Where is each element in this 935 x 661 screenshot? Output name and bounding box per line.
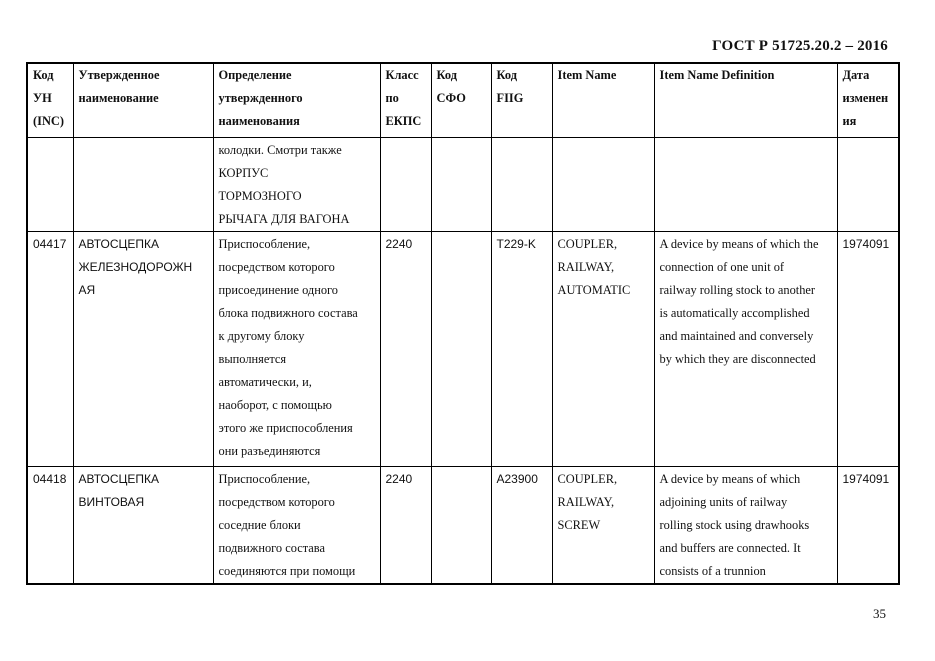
cell-fiig bbox=[491, 231, 552, 466]
cell-text-line: RAILWAY, bbox=[557, 494, 615, 509]
cell-text-line: T229-K bbox=[496, 236, 536, 251]
cell-item-definition bbox=[654, 137, 837, 231]
cell-text-line: соседние блоки bbox=[218, 517, 301, 532]
header-fiig: Код FIIG bbox=[491, 63, 552, 137]
cell-item-definition bbox=[654, 231, 837, 466]
cell-text-line: A device by means of which the bbox=[659, 236, 819, 251]
cell-text-line: КОРПУС bbox=[218, 165, 269, 180]
header-class: Класс по ЕКПС bbox=[380, 63, 431, 137]
cell-text-line: автоматически, и, bbox=[218, 374, 312, 389]
cell-text-line: 1974091 bbox=[842, 236, 890, 251]
table-header-row bbox=[27, 63, 899, 137]
cell-text-line: к другому блоку bbox=[218, 328, 305, 343]
cell-text-line: is automatically accomplished bbox=[659, 305, 810, 320]
cell-text-line: SCREW bbox=[557, 517, 601, 532]
cell-definition bbox=[213, 466, 380, 584]
cell-text-line: AUTOMATIC bbox=[557, 282, 631, 297]
cell-text-line: railway rolling stock to another bbox=[659, 282, 816, 297]
cell-class bbox=[380, 231, 431, 466]
table-row bbox=[27, 231, 899, 466]
cell-sfo bbox=[431, 137, 491, 231]
cell-class bbox=[380, 466, 431, 584]
cell-item-name bbox=[552, 137, 654, 231]
cell-definition bbox=[213, 231, 380, 466]
cell-text-line: они разъединяются bbox=[218, 443, 321, 458]
cell-text-line: АВТОСЦЕПКА bbox=[78, 471, 159, 486]
cell-text-line: посредством которого bbox=[218, 494, 335, 509]
cell-text-line: 04418 bbox=[33, 471, 67, 486]
cell-text-line: and maintained and conversely bbox=[659, 328, 814, 343]
header-item-definition: Item Name Definition bbox=[654, 63, 837, 137]
cell-approved-name bbox=[73, 231, 213, 466]
cell-text-line: rolling stock using drawhooks bbox=[659, 517, 810, 532]
cell-text-line: АЯ bbox=[78, 282, 96, 297]
cell-fiig bbox=[491, 137, 552, 231]
cell-text-line: and buffers are connected. It bbox=[659, 540, 801, 555]
cell-date bbox=[837, 231, 899, 466]
cell-text-line: by which they are disconnected bbox=[659, 351, 816, 366]
cell-text-line: 04417 bbox=[33, 236, 67, 251]
cell-sfo bbox=[431, 231, 491, 466]
cell-item-name bbox=[552, 231, 654, 466]
cell-text-line: ВИНТОВАЯ bbox=[78, 494, 145, 509]
cell-text-line: ТОРМОЗНОГО bbox=[218, 188, 302, 203]
cell-inc bbox=[27, 466, 73, 584]
cell-text-line: connection of one unit of bbox=[659, 259, 785, 274]
header-inc: Код УН (INC) bbox=[27, 63, 73, 137]
cell-inc bbox=[27, 137, 73, 231]
cell-text-line: Приспособление, bbox=[218, 236, 311, 251]
cell-text-line: РЫЧАГА ДЛЯ ВАГОНА bbox=[218, 211, 350, 226]
table-row bbox=[27, 466, 899, 584]
table-row bbox=[27, 137, 899, 231]
cell-sfo bbox=[431, 466, 491, 584]
cell-text-line: подвижного состава bbox=[218, 540, 325, 555]
page-number: 35 bbox=[873, 606, 886, 621]
cell-approved-name bbox=[73, 466, 213, 584]
cell-text-line: Приспособление, bbox=[218, 471, 311, 486]
cell-text-line: 2240 bbox=[385, 471, 413, 486]
header-approved-name: Утвержденное наименование bbox=[73, 63, 213, 137]
cell-text-line: блока подвижного состава bbox=[218, 305, 358, 320]
cell-text-line: присоединение одного bbox=[218, 282, 339, 297]
cell-definition bbox=[213, 137, 380, 231]
cell-text-line: consists of a trunnion bbox=[659, 563, 766, 578]
cell-text-line: колодки. Смотри также bbox=[218, 142, 342, 157]
cell-text-line: выполняется bbox=[218, 351, 287, 366]
items-table bbox=[26, 62, 900, 585]
cell-approved-name bbox=[73, 137, 213, 231]
cell-text-line: АВТОСЦЕПКА bbox=[78, 236, 159, 251]
cell-text-line: этого же приспособления bbox=[218, 420, 353, 435]
header-sfo: Код СФО bbox=[431, 63, 491, 137]
header-item-name: Item Name bbox=[552, 63, 654, 137]
cell-inc bbox=[27, 231, 73, 466]
cell-item-definition bbox=[654, 466, 837, 584]
cell-date bbox=[837, 466, 899, 584]
table-body bbox=[27, 137, 899, 584]
cell-fiig bbox=[491, 466, 552, 584]
cell-text-line: A23900 bbox=[496, 471, 538, 486]
header-definition: Определение утвержденного наименования bbox=[213, 63, 380, 137]
cell-text-line: наоборот, с помощью bbox=[218, 397, 332, 412]
cell-text-line: 2240 bbox=[385, 236, 413, 251]
cell-item-name bbox=[552, 466, 654, 584]
cell-date bbox=[837, 137, 899, 231]
header-date: Дата изменен ия bbox=[837, 63, 899, 137]
cell-text-line: COUPLER, bbox=[557, 236, 618, 251]
cell-text-line: ЖЕЛЕЗНОДОРОЖН bbox=[78, 259, 193, 274]
cell-text-line: посредством которого bbox=[218, 259, 335, 274]
cell-text-line: соединяются при помощи bbox=[218, 563, 356, 578]
cell-text-line: COUPLER, bbox=[557, 471, 618, 486]
cell-text-line: RAILWAY, bbox=[557, 259, 615, 274]
cell-text-line: 1974091 bbox=[842, 471, 890, 486]
cell-class bbox=[380, 137, 431, 231]
document-code: ГОСТ Р 51725.20.2 – 2016 bbox=[712, 38, 888, 54]
cell-text-line: adjoining units of railway bbox=[659, 494, 788, 509]
cell-text-line: A device by means of which bbox=[659, 471, 801, 486]
